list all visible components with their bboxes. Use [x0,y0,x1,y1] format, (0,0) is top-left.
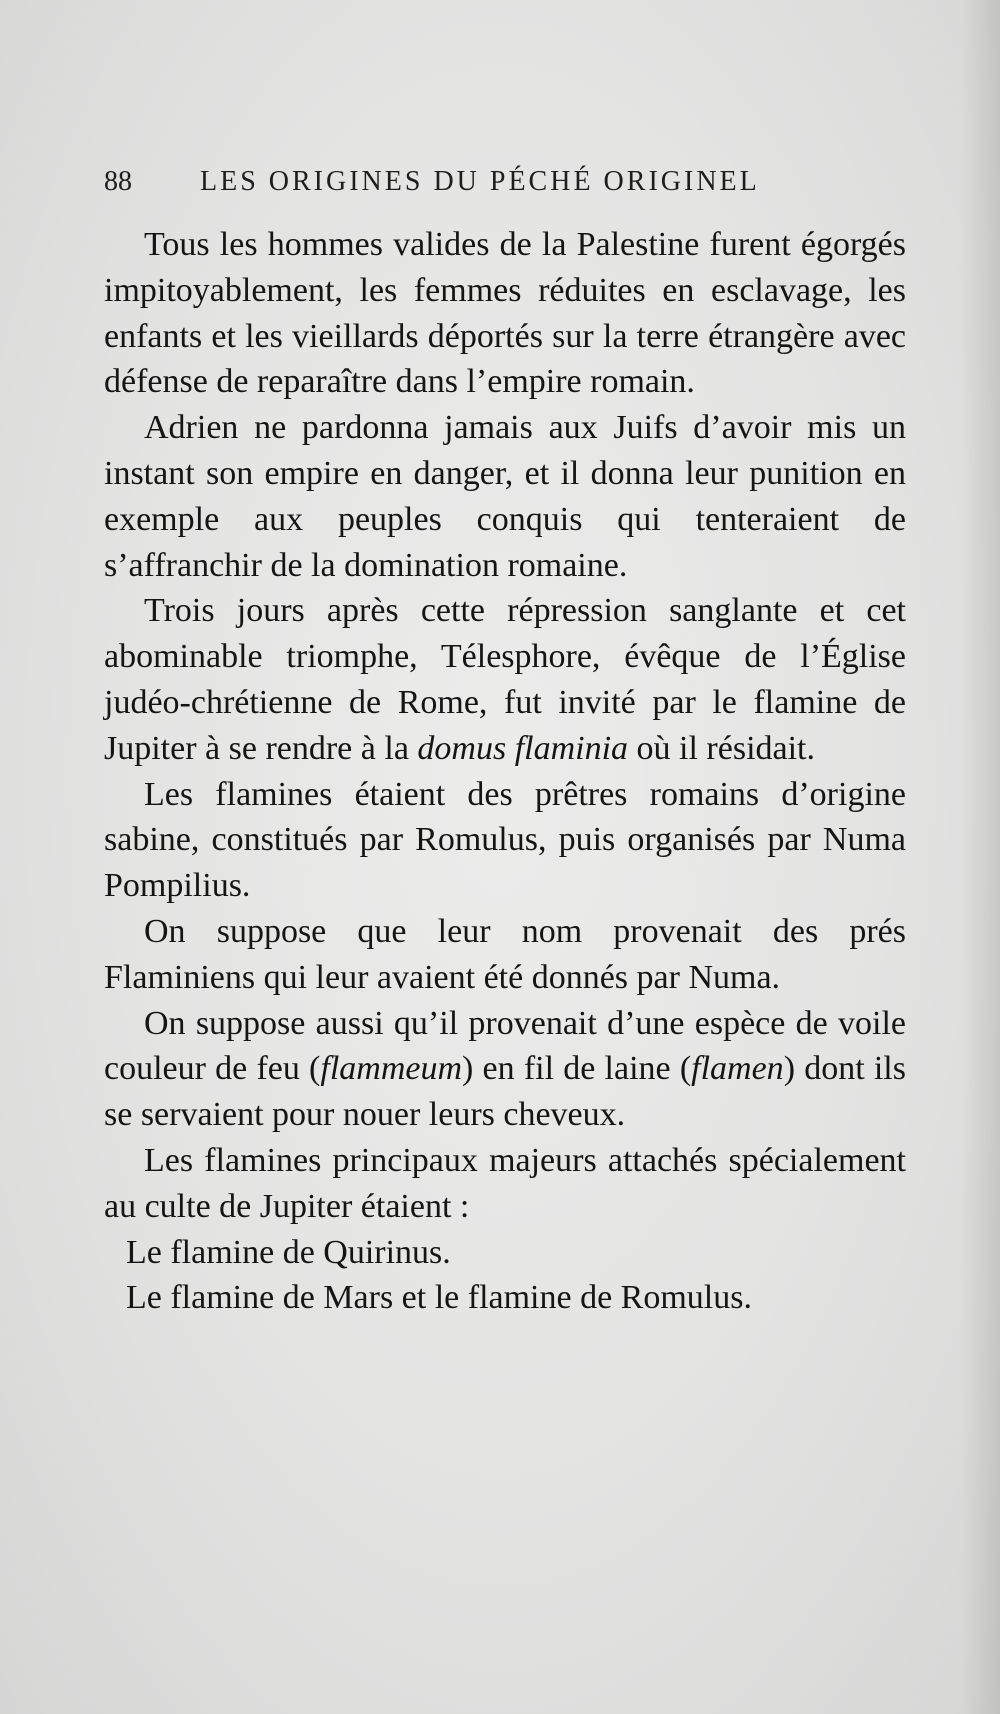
paragraph-3 [104,588,906,771]
paragraph-3-text-after: où il résidait. [628,729,815,767]
paragraph-1: Tous les hommes valides de la Palestine furent égorgés impitoyablement, les femmes réduites en esclavage, les enfants et les vieillards déportés sur la terre étrangère avec défense de reparaître dans l’empire romain. [104,226,906,401]
paragraph-2: Adrien ne pardonna jamais aux Juifs d’avoir mis un instant son empire en danger, et il donna leur punition en exemple aux peuples conquis qui tenteraient de s’affranchir de la domination romaine. [104,409,906,584]
paragraph-6-text-after: ) dont ils se servaient pour nouer leurs cheveux. [104,1050,906,1134]
paragraph-7: Les flamines principaux majeurs attachés spécialement au culte de Jupiter étaient : [104,1141,906,1225]
paragraph-6 [104,1001,906,1138]
paragraph-3-italic: domus flaminia [417,729,629,767]
paragraph-5: On suppose que leur nom provenait des prés Flaminiens qui leur avaient été donnés par Numa. [104,912,906,996]
paragraph-3-text-before: Trois jours après cette répression sanglante et cet abominable triomphe, Télesphore, évêque de l’Église judéo-chrétienne de Rome, fut invité par le flamine de Jupiter à se rendre à la [104,592,906,767]
paragraph-4: Les flamines étaient des prêtres romains d’origine sabine, constitués par Romulus, puis organisés par Numa Pompilius. [104,775,906,905]
paragraph-9: Le flamine de Mars et le flamine de Romulus. [126,1279,752,1317]
paragraph-8: Le flamine de Quirinus. [126,1233,451,1271]
running-header [104,166,824,198]
paragraph-6-text-middle: ) en fil de laine ( [462,1050,692,1088]
page-number: 88 [104,166,132,197]
page-edge-shadow [960,0,1000,1714]
body-text [104,222,906,1321]
paragraph-6-italic-flammeum: flammeum [320,1050,463,1088]
paragraph-6-italic-flamen: flamen [691,1050,784,1088]
paragraph-6-text-before: On suppose aussi qu’il provenait d’une espèce de voile couleur de feu ( [104,1004,906,1088]
running-title: LES ORIGINES DU PÉCHÉ ORIGINEL [200,166,760,197]
